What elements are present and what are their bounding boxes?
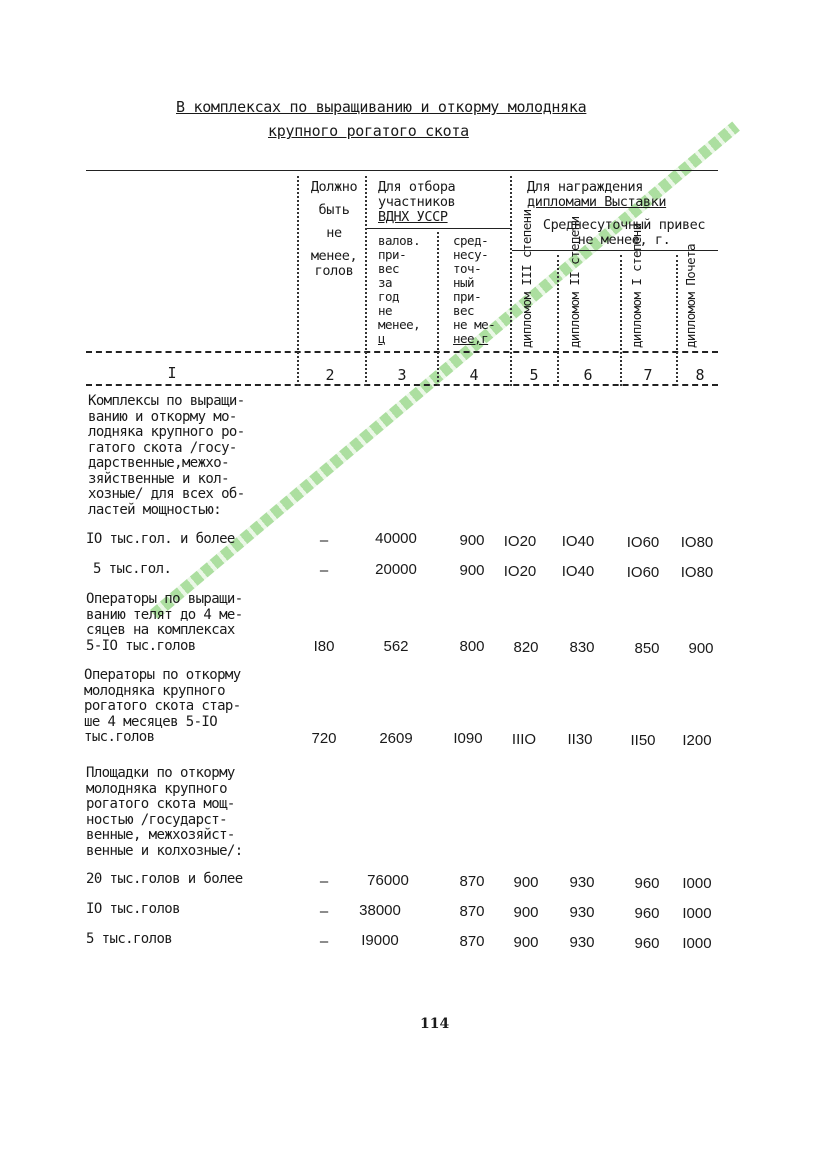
cell: I000 — [682, 935, 712, 952]
page-number: 114 — [420, 1016, 450, 1032]
cell: IO60 — [626, 564, 660, 581]
header-bottom-rule — [86, 351, 718, 353]
separator-3 — [437, 232, 439, 386]
cell: 900 — [459, 562, 485, 579]
selection-group-rule — [367, 228, 510, 229]
cell: – — [319, 933, 329, 950]
row-label-10k: IO тыс.гол. и более — [86, 531, 235, 547]
cell: IO20 — [503, 533, 537, 550]
cell: 870 — [459, 903, 485, 920]
colnum-7: 7 — [643, 366, 653, 384]
numbering-bottom-rule — [86, 384, 718, 386]
title-line-2: крупного рогатого скота — [268, 122, 469, 140]
cell: II50 — [630, 732, 656, 749]
colnum-1: I — [167, 364, 177, 382]
row-label-sites: Площадки по откорму молодняка крупного рогатого скота мощ- ностью /государст- венные, межхозяйст- венные и колхозные/: — [86, 765, 243, 859]
header-col8: дипломом Почета — [683, 244, 698, 348]
colnum-6: 6 — [583, 366, 593, 384]
cell: 900 — [513, 934, 539, 951]
header-col3: валов. при- вес за год не менее, ц — [378, 233, 421, 346]
row-label-5k: 5 тыс.гол. — [93, 561, 172, 577]
cell: I000 — [682, 875, 712, 892]
cell: 960 — [634, 905, 660, 922]
cell: 930 — [569, 904, 595, 921]
cell: IO60 — [626, 534, 660, 551]
cell: 20000 — [375, 561, 417, 578]
header-col2: Должно быть не менее, голов — [310, 179, 358, 279]
cell: – — [319, 532, 329, 549]
cell: 870 — [459, 873, 485, 890]
cell: IO40 — [561, 533, 595, 550]
table-top-rule — [86, 170, 718, 171]
cell: 900 — [688, 640, 714, 657]
separator-6 — [620, 255, 622, 386]
header-col6: дипломом II степени — [567, 216, 582, 348]
header-group-awards: Для награждения дипломами Выставки — [527, 179, 667, 210]
colnum-5: 5 — [529, 366, 539, 384]
cell: 800 — [459, 638, 485, 655]
cell: 960 — [634, 875, 660, 892]
cell: I9000 — [361, 932, 399, 949]
cell: I090 — [453, 730, 483, 747]
cell: – — [319, 873, 329, 890]
cell: – — [319, 562, 329, 579]
header-group-selection: Для отбора участников ВДНХ УССР — [378, 179, 456, 225]
separator-5 — [557, 255, 559, 386]
title-line-1: В комплексах по выращиванию и откорму молодняка — [176, 98, 587, 116]
cell: 830 — [569, 639, 595, 656]
cell: IO80 — [680, 564, 714, 581]
colnum-3: 3 — [397, 366, 407, 384]
row-label-20k: 20 тыс.голов и более — [86, 871, 243, 887]
row-label-10k-heads: IO тыс.голов — [86, 901, 180, 917]
header-subgroup-gain: Среднесуточный привес не менее, г. — [542, 217, 706, 248]
cell: 930 — [569, 934, 595, 951]
cell: 562 — [383, 638, 409, 655]
cell: IO40 — [561, 563, 595, 580]
cell: – — [319, 903, 329, 920]
cell: IIIO — [511, 731, 537, 748]
separator-7 — [676, 255, 678, 386]
cell: 40000 — [375, 530, 417, 547]
cell: 870 — [459, 933, 485, 950]
cell: I200 — [682, 732, 712, 749]
cell: 820 — [513, 639, 539, 656]
cell: 900 — [513, 874, 539, 891]
separator-4 — [510, 176, 512, 386]
cell: 930 — [569, 874, 595, 891]
cell: 900 — [459, 532, 485, 549]
row-label-complexes: Комплексы по выращи- ванию и откорму мо- лодняка крупного ро- гатого скота /госу- дарственные,межхо- зяйственные и кол- хозные/ для всех об- ластей мощностью: — [88, 393, 245, 518]
colnum-8: 8 — [695, 366, 705, 384]
cell: IO80 — [680, 534, 714, 551]
colnum-2: 2 — [325, 366, 335, 384]
row-label-fattening-operators: Операторы по откорму молодняка крупного рогатого скота стар- ше 4 месяцев 5-IO тыс.голов — [84, 667, 241, 745]
cell: 38000 — [359, 902, 401, 919]
header-col4: сред- несу- точ- ный при- вес не ме- нее,г — [453, 233, 496, 346]
row-label-5k-heads: 5 тыс.голов — [86, 931, 173, 947]
cell: 900 — [513, 904, 539, 921]
cell: IO20 — [503, 563, 537, 580]
cell: 850 — [634, 640, 660, 657]
colnum-4: 4 — [469, 366, 479, 384]
cell: 960 — [634, 935, 660, 952]
cell: I000 — [682, 905, 712, 922]
cell: 76000 — [367, 872, 409, 889]
cell: I80 — [313, 638, 335, 655]
cell: II30 — [567, 731, 593, 748]
cell: 720 — [311, 730, 337, 747]
header-col7: дипломом I степени — [629, 223, 644, 348]
cell: 2609 — [379, 730, 413, 747]
header-col5: дипломом III степени — [519, 209, 534, 348]
row-label-calf-operators: Операторы по выращи- ванию телят до 4 ме- сяцев на комплексах 5-IO тыс.голов — [86, 591, 243, 654]
separator-1 — [297, 176, 299, 386]
